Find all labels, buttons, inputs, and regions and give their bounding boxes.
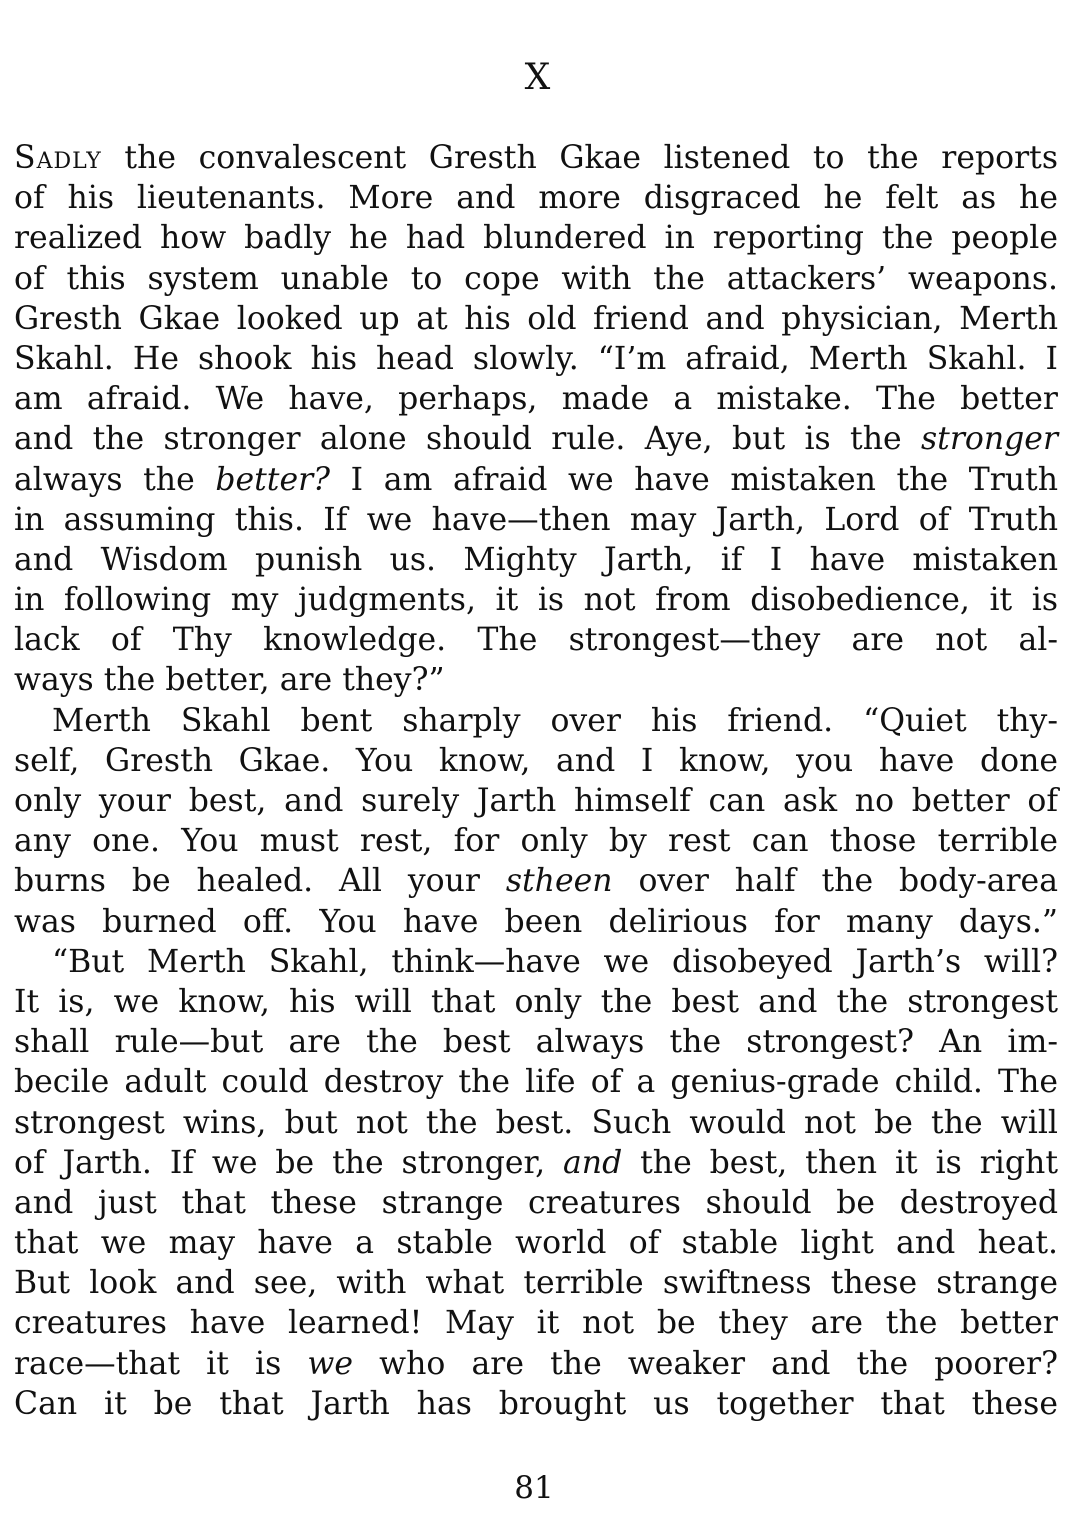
page-number: 81 — [514, 1470, 554, 1506]
text-line — [14, 460, 1058, 500]
text-line: and Wisdom punish us. Mighty Jarth, if I have mistaken — [14, 541, 1058, 578]
text-line: lack of Thy knowledge. The strongest—they are not al- — [14, 622, 1058, 659]
body-text — [14, 138, 1058, 1424]
text-line: strongest wins, but not the best. Such would not be the will — [14, 1104, 1058, 1141]
text-line: in following my judgments, it is not from disobedience, it is — [14, 582, 1058, 619]
text-line: was burned off. You have been delirious for many days.” — [14, 903, 1058, 940]
text-line: realized how badly he had blundered in reporting the people — [14, 220, 1058, 257]
text-line: ways the better, are they?” — [14, 662, 445, 699]
text-line: Gresth Gkae looked up at his old friend and physician, Merth — [14, 300, 1058, 337]
line-text: race—that it is — [14, 1345, 308, 1382]
drop-lead-word: Sadly — [14, 140, 102, 176]
text-line: becile adult could destroy the life of a genius-grade child. The — [14, 1064, 1058, 1101]
line-text: I am afraid we have mistaken the Truth — [330, 461, 1058, 498]
chapter-heading: X — [524, 57, 551, 98]
line-text: and the stronger alone should rule. Aye, but is the — [14, 421, 921, 458]
line-text: always the — [14, 461, 216, 498]
line-text: the convalescent Gresth Gkae listened to the reports — [101, 140, 1058, 176]
text-line: shall rule—but are the best always the strongest? An im- — [14, 1024, 1058, 1061]
italic-word: we — [307, 1345, 354, 1382]
line-text: over half the body-area — [612, 863, 1058, 900]
line-text: burns be healed. All your — [14, 863, 506, 900]
text-line: But look and see, with what terrible swiftness these strange — [14, 1265, 1058, 1302]
text-line: “But Merth Skahl, think—have we disobeyed Jarth’s will? — [52, 943, 1058, 980]
text-line: and just that these strange creatures should be destroyed — [14, 1184, 1058, 1221]
text-line: any one. You must rest, for only by rest can those terrible — [14, 823, 1058, 860]
italic-word: stheen — [505, 863, 613, 900]
italic-word: stronger — [921, 421, 1058, 458]
text-line: in assuming this. If we have—then may Jarth, Lord of Truth — [14, 501, 1058, 538]
text-line: Merth Skahl bent sharply over his friend. “Quiet thy- — [52, 702, 1058, 739]
text-line — [14, 419, 1058, 459]
text-line: of this system unable to cope with the attackers’ weapons. — [14, 260, 1058, 297]
text-line — [14, 861, 1058, 901]
italic-word: better? — [215, 461, 331, 498]
text-line: self, Gresth Gkae. You know, and I know, you have done — [14, 742, 1058, 779]
text-line: only your best, and surely Jarth himself can ask no better of — [14, 783, 1058, 819]
line-text: of Jarth. If we be the stronger, — [14, 1144, 564, 1181]
text-line: It is, we know, his will that only the best and the strongest — [14, 983, 1058, 1020]
text-line: of his lieutenants. More and more disgraced he felt as he — [14, 180, 1058, 217]
text-line: Can it be that Jarth has brought us together that these — [14, 1385, 1058, 1422]
text-line — [14, 1143, 1058, 1183]
text-line: am afraid. We have, perhaps, made a mistake. The better — [14, 381, 1058, 418]
text-line: that we may have a stable world of stable light and heat. — [14, 1225, 1058, 1262]
line-text: the best, then it is right — [622, 1144, 1058, 1181]
line-text: who are the weaker and the poorer? — [353, 1345, 1058, 1382]
italic-word: and — [563, 1144, 623, 1181]
text-line: creatures have learned! May it not be they are the better — [14, 1305, 1058, 1342]
text-line: Skahl. He shook his head slowly. “I’m afraid, Merth Skahl. I — [14, 340, 1058, 377]
text-line — [14, 1344, 1058, 1384]
text-line — [14, 138, 1058, 178]
